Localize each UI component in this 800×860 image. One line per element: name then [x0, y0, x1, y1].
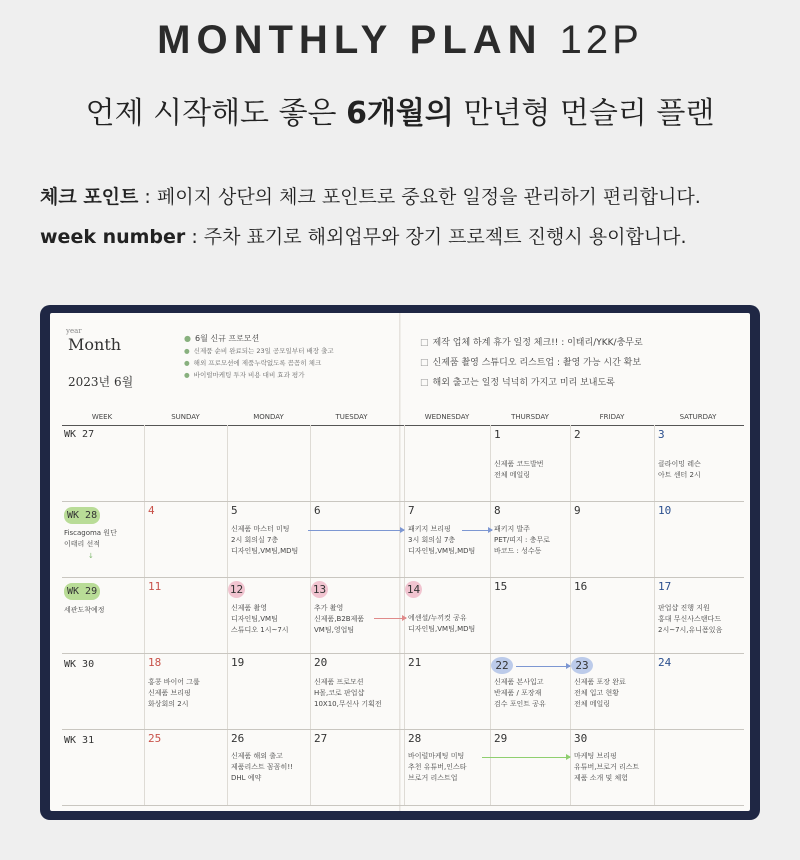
day-number: 1: [494, 428, 501, 441]
day-number: 23: [571, 657, 593, 674]
event-note: 추가 촬영 신제품,B2B제품 VM팀,영업팀: [314, 604, 365, 634]
arrow-icon: [308, 530, 404, 531]
event-note: 신제품 해외 출고 제품리스트 꼼꼼히!! DHL 예약: [231, 752, 293, 782]
day-number: 15: [494, 580, 508, 593]
header-wednesday: WEDNESDAY: [424, 413, 470, 421]
week-note: Fiscagoma 원단 이태리 선적: [64, 529, 117, 548]
day-number: 12: [229, 583, 244, 596]
bullet-icon: ●: [184, 359, 190, 367]
event-note: 홍콩 바이어 그룹 신제품 브리핑 화상회의 2시: [148, 678, 200, 708]
week-number-text: : 주차 표기로 해외업무와 장기 프로젝트 진행시 용이합니다.: [185, 226, 687, 248]
event-note: 마케팅 브리핑 유튜버,브로거 리스트 제품 소개 및 체험: [574, 752, 640, 782]
week-note: 세관도착예정: [64, 606, 105, 614]
header-monday: MONDAY: [253, 413, 284, 421]
arrow-icon: [482, 757, 570, 758]
day-number: 5: [231, 504, 238, 517]
month-title: Month: [68, 335, 122, 354]
day-number: 9: [574, 504, 581, 517]
day-number: 19: [231, 656, 245, 669]
planner-photo: [40, 305, 760, 820]
check-point-description: [40, 182, 780, 209]
day-number: 30: [574, 732, 588, 745]
month-small-label: year: [66, 327, 82, 335]
event-note: 신제품 프로모션 H몰,코로 판업샵 10X10,무신사 기획전: [314, 678, 382, 708]
event-note: 클라이밍 레슨 아트 센터 2시: [658, 460, 701, 479]
page-subtitle: [0, 88, 800, 132]
bullet-icon: ●: [184, 347, 190, 355]
day-number: 10: [658, 504, 672, 517]
down-arrow-icon: ↓: [88, 552, 94, 560]
event-note: 패키지 발주 PET/띠지 : 충무로 바코드 : 성수동: [494, 525, 550, 555]
subtitle-bold: 6개월의: [346, 96, 454, 131]
check-item: ● 해외 프로모션에 제품누락없도록 꼼꼼히 체크: [184, 359, 322, 367]
header-week: WEEK: [91, 413, 113, 421]
weekday-header: [62, 411, 744, 426]
day-number: 3: [658, 428, 665, 441]
check-item: ● 6월 신규 프로모션: [184, 334, 260, 343]
day-number: 8: [494, 504, 501, 517]
week-number: WK 29: [64, 583, 100, 600]
event-note: 판업샵 진행 지원 홍대 무신사스탠다드 2시~7시,유니폼있음: [658, 604, 723, 634]
check-points-right: [420, 333, 643, 393]
check-point-label: 체크 포인트: [40, 186, 139, 208]
check-item: ● 바이럴마케팅 투자 비용 대비 효과 평가: [184, 371, 305, 379]
header-thursday: THURSDAY: [511, 413, 549, 421]
arrow-icon: [462, 530, 492, 531]
day-number: 26: [231, 732, 245, 745]
bullet-icon: ●: [184, 334, 191, 343]
day-number: 28: [408, 732, 422, 745]
day-number: 17: [658, 580, 672, 593]
day-number: 18: [148, 656, 162, 669]
planner-page: [50, 313, 750, 811]
week-number: WK 31: [64, 735, 95, 746]
week-number-label: week number: [40, 226, 186, 248]
month-header: [66, 327, 134, 389]
day-number: 14: [406, 583, 421, 596]
event-note: 패키지 브리핑 3시 회의실 7층 디자인팀,VM팀,MD팀: [408, 525, 476, 555]
calendar-grid: [62, 411, 744, 805]
header-saturday: SATURDAY: [679, 413, 717, 421]
title-suffix: 12P: [559, 18, 643, 62]
week-number: WK 28: [64, 507, 100, 524]
checkbox-icon: □: [420, 378, 429, 388]
day-number: 27: [314, 732, 328, 745]
day-number: 2: [574, 428, 581, 441]
check-point-text: : 페이지 상단의 체크 포인트로 중요한 일정을 관리하기 편리합니다.: [138, 186, 701, 208]
day-number: 13: [312, 583, 327, 596]
checkbox-icon: □: [420, 338, 429, 348]
month-value: 2023년 6월: [68, 375, 134, 389]
day-number: 25: [148, 732, 162, 745]
header-tuesday: TUESDAY: [335, 413, 368, 421]
event-note: 바이럴마케팅 미팅 추천 유튜버,인스타 브로거 리스트업: [408, 752, 467, 782]
day-number: 24: [658, 656, 672, 669]
header-sunday: SUNDAY: [171, 413, 200, 421]
event-note: 신제품 본사입고 반제품 / 포장재 검수 포인트 공유: [494, 678, 546, 708]
week-number: WK 30: [64, 659, 95, 670]
subtitle-post: 만년형 먼슬리 플랜: [453, 96, 715, 131]
day-number: 29: [494, 732, 508, 745]
arrow-icon: [516, 666, 570, 667]
day-number: 20: [314, 656, 328, 669]
day-number: 16: [574, 580, 588, 593]
week-row: [62, 501, 744, 578]
event-note: 신제품 포장 완료 전체 입고 현황 전체 메일링: [574, 678, 626, 708]
subtitle-pre: 언제 시작해도 좋은: [85, 96, 347, 131]
checkbox-icon: □: [420, 358, 429, 368]
week-row: [62, 729, 744, 806]
title-main: MONTHLY PLAN: [157, 18, 543, 62]
week-row: [62, 425, 744, 502]
event-note: 신제품 촬영 디자인팀,VM팀 스튜디오 1시~7시: [231, 604, 289, 634]
event-note: 신제품 마스터 미팅 2시 회의실 7층 디자인팀,VM팀,MD팀: [231, 525, 299, 555]
day-number: 4: [148, 504, 155, 517]
day-number: 21: [408, 656, 422, 669]
check-item: □ 제작 업체 하계 휴가 일정 체크!! : 이태리/YKK/충무로: [420, 338, 643, 348]
arrow-icon: [374, 618, 406, 619]
check-item: □ 해외 출고는 일정 넉넉히 가지고 미리 보내도록: [420, 378, 615, 388]
check-item: ● 신제품 순비 완료되는 23일 공모일부터 배장 출고: [184, 347, 334, 355]
page-title: [0, 18, 800, 63]
header-friday: FRIDAY: [599, 413, 625, 421]
bullet-icon: ●: [184, 371, 190, 379]
day-number: 22: [491, 657, 513, 674]
day-number: 11: [148, 580, 162, 593]
check-item: □ 신제품 촬영 스튜디오 리스트업 : 촬영 가능 시간 확보: [420, 358, 642, 368]
check-points-left: [184, 333, 334, 381]
event-note: 에센셜/누끼컷 공유 디자인팀,VM팀,MD팀: [408, 614, 476, 633]
week-number-description: [40, 222, 780, 249]
event-note: 신제품 코드발번 전체 메일링: [494, 460, 544, 479]
day-number: 7: [408, 504, 415, 517]
week-number: WK 27: [64, 429, 95, 440]
day-number: 6: [314, 504, 321, 517]
